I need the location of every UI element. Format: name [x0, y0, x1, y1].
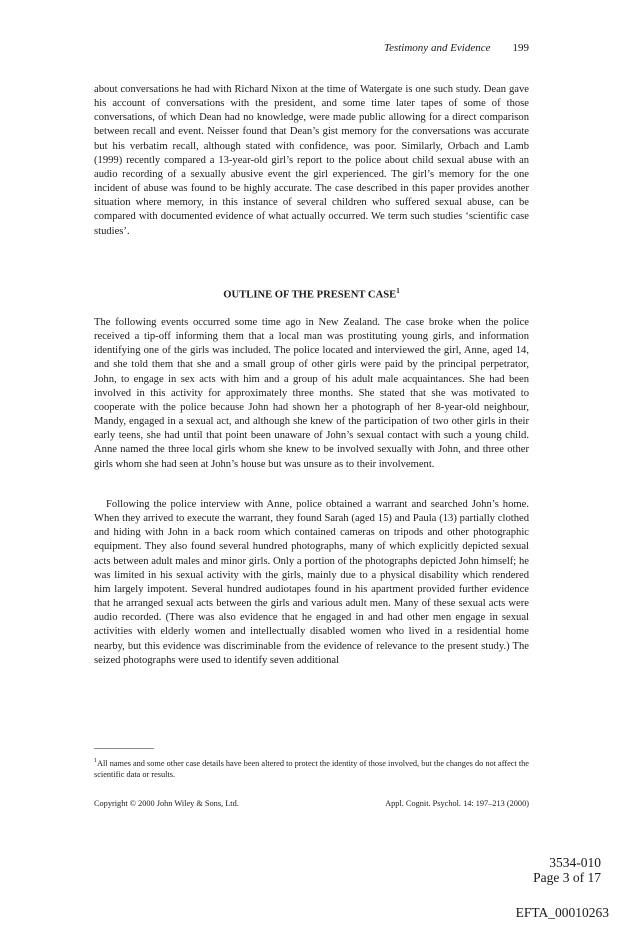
section-heading-text: OUTLINE OF THE PRESENT CASE [223, 289, 397, 301]
body-paragraph-3: Following the police interview with Anne, police obtained a warrant and searched John’s home. When they arrived to execute the warrant, they found Sarah (aged 15) and Paula (13) partially clothed and hiding with John in a back room which contained cameras on tripods and other photographic equipment. They also found several hundred photographs, many of which explicitly depicted sexual acts between adult males and minor girls. Only a portion of the photographs depicted John himself; he was limited in his sexual activity with the girls, mainly due to a physical disability which rendered him largely impotent. Several hundred audiotapes found in his apartment provided further evidence that he arranged sexual acts between the girls and various adult men. Many of these sexual acts were audio recorded. (There was also evidence that he engaged in and had other men engage in sexual activities with elderly women and intellectually disabled women who lived in a residential home nearby, but this evidence was discriminable from the evidence of relevance to the present study.) The seized photographs were used to identify seven additional [94, 499, 529, 666]
document-stamp [533, 855, 601, 885]
bates-number: EFTA_00010263 [515, 905, 609, 920]
footnote-reference[interactable]: 1 [396, 287, 400, 295]
document-number: 3534-010 [549, 855, 601, 870]
footnote-divider [94, 748, 154, 749]
footnote [94, 756, 529, 781]
footnote-marker: 1 [94, 758, 97, 764]
page-number: 199 [512, 42, 529, 54]
footnote-text: All names and some other case details have been altered to protect the identity of those involved, but the changes do not affect the scientific data or results. [94, 758, 529, 780]
section-heading [94, 287, 529, 301]
body-paragraph-2: The following events occurred some time ago in New Zealand. The case broke when the police received a tip-off informing them that a local man was prostituting young girls, and information identifying one of the girls was included. The police located and interviewed the girl, Anne, aged 14, and she told them that she and a small group of other girls were paid by the principal perpetrator, John, to engage in sex acts with him and a group of his adult male acquaintances. She had been involved in this activity for approximately three months. She stated that she was motivated to cooperate with the police because John had shown her a photograph of her 8-year-old neighbour, Mandy, engaged in a sexual act, and although she knew of the participation of two other girls in their early teens, she had until that point been unaware of John’s sexual contact with such a young child. Anne named the three local girls whom she knew to be involved sexually with John, and three other girls whom she had seen at John’s house but was unsure as to their involvement. [94, 317, 529, 470]
body-paragraph-1: about conversations he had with Richard Nixon at the time of Watergate is one such study. Dean gave his account of conversations with the president, and some time later tapes of some of those conversations, of which Dean had no knowledge, were made public allowing for a direct comparison between recall and event. Neisser found that Dean’s gist memory for the conversations was accurate but his verbatim recall, although stated with confidence, was poor. Similarly, Orbach and Lamb (1999) recently compared a 13-year-old girl’s report to the police about child sexual abuse with an audio recording of a sexually abusive event the girl experienced. The girl’s memory for the one incident of abuse was found to be highly accurate. The case described in this paper provides another situation where memory, in this instance of several children who suffered sexual abuse, can be compared with documented evidence of what actually occurred. We term such studies ‘scientific case studies’. [94, 84, 529, 237]
running-head [94, 42, 529, 54]
copyright-notice: Copyright © 2000 John Wiley & Sons, Ltd. [94, 799, 239, 808]
page-count: Page 3 of 17 [533, 870, 601, 885]
running-title: Testimony and Evidence [383, 42, 491, 54]
journal-reference: Appl. Cognit. Psychol. 14: 197–213 (2000) [385, 799, 529, 808]
